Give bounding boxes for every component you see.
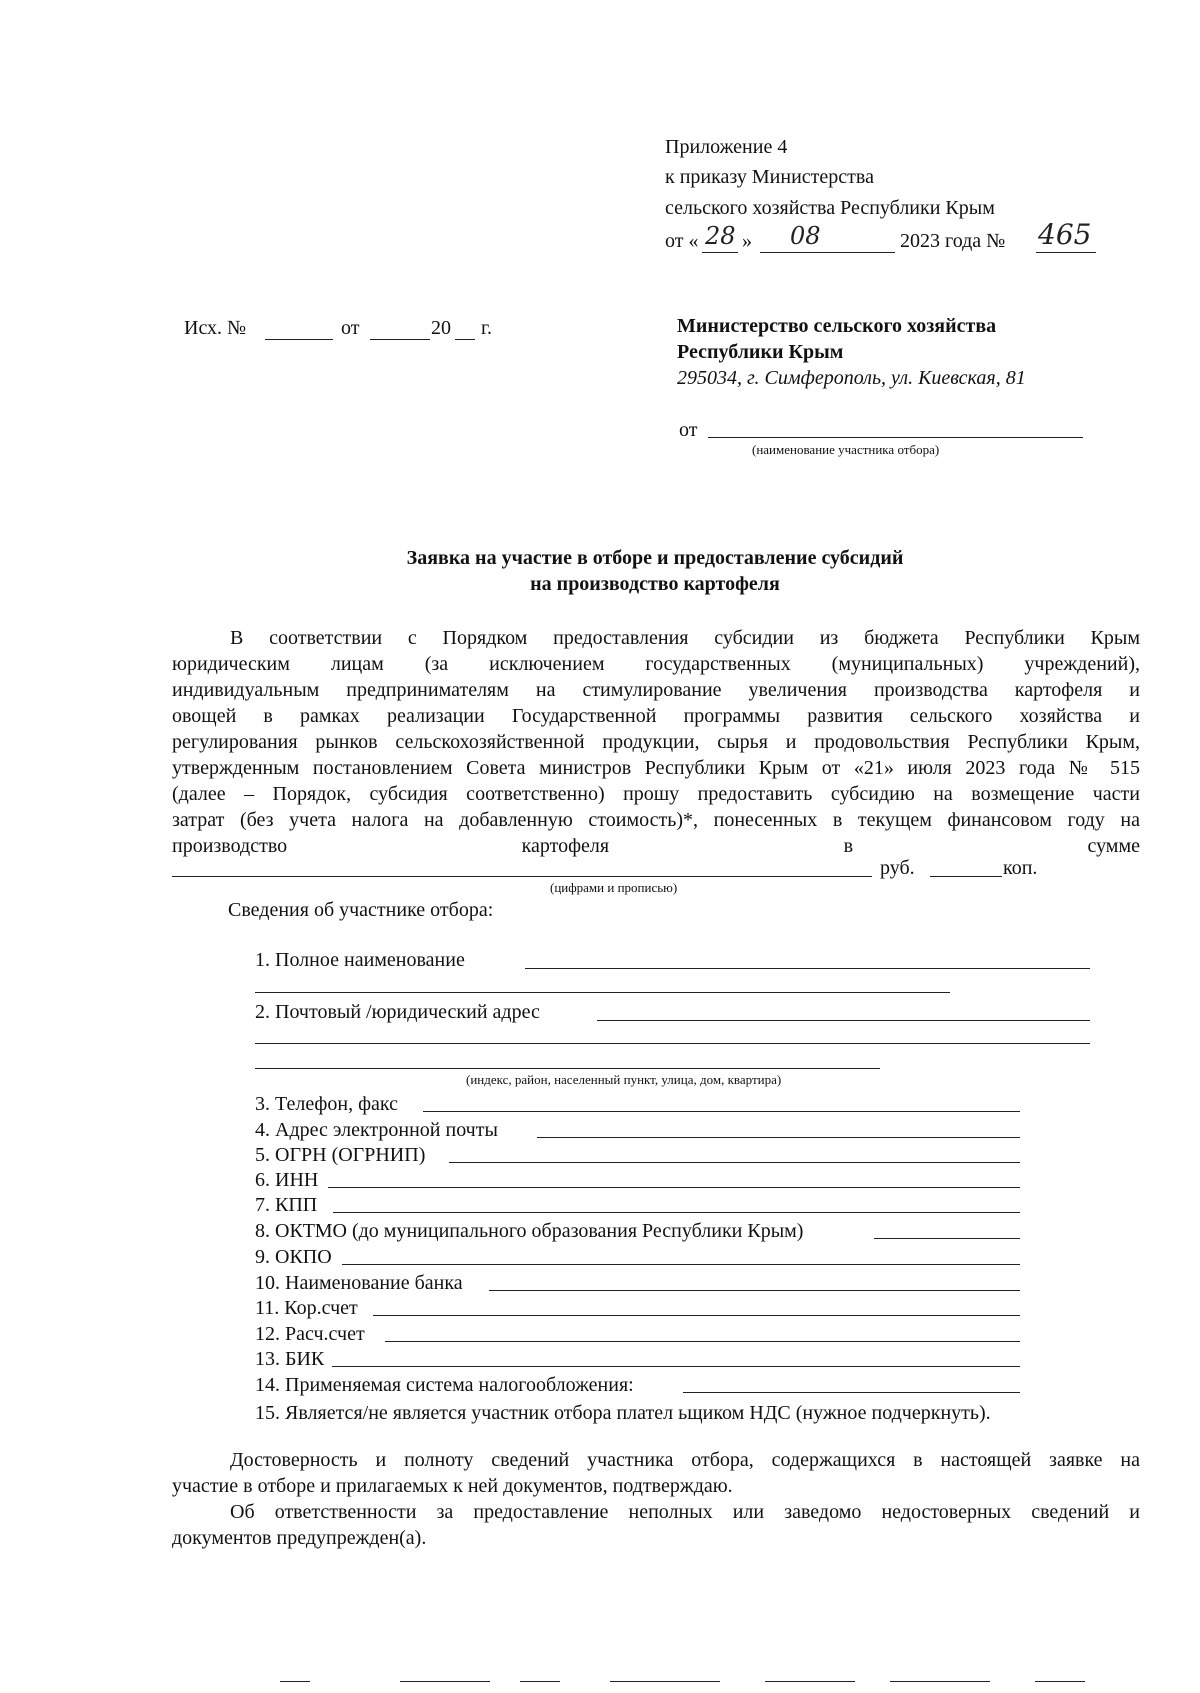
field-inn-label: 6. ИНН (255, 1169, 319, 1191)
field-cor-account-input[interactable] (373, 1315, 1020, 1316)
outgoing-number-field[interactable] (265, 339, 333, 340)
appendix-date-mid: » (742, 230, 752, 252)
field-address-input-cont[interactable] (255, 1043, 1090, 1044)
bottom-dash (610, 1681, 720, 1682)
paragraph-line: индивидуальным предпринимателям на стимулирование увеличения производства картофеля и (172, 679, 1140, 701)
appendix-line-1: Приложение 4 (665, 136, 788, 158)
field-account-input[interactable] (385, 1341, 1020, 1342)
field-bik-label: 13. БИК (255, 1348, 325, 1370)
closing-line: документов предупрежден(а). (172, 1527, 427, 1549)
bottom-dash (890, 1681, 990, 1682)
recipient-from: от (679, 419, 698, 441)
address-hint: (индекс, район, населенный пункт, улица, дом, квартира) (466, 1072, 782, 1087)
field-email-input[interactable] (537, 1137, 1020, 1138)
paragraph-line: производство картофеля в сумме (172, 835, 1140, 857)
field-full-name-input[interactable] (525, 968, 1090, 969)
outgoing-date-field[interactable] (370, 339, 430, 340)
paragraph-line: овощей в рамках реализации Государственной программы развития сельского хозяйства и (172, 705, 1140, 727)
bottom-dash (400, 1681, 490, 1682)
sum-field[interactable] (172, 876, 872, 877)
field-full-name-label: 1. Полное наименование (255, 949, 465, 971)
field-ogrn-label: 5. ОГРН (ОГРНИП) (255, 1144, 426, 1166)
document-title-line-2: на производство картофеля (530, 573, 780, 595)
recipient-line-1: Министерство сельского хозяйства (677, 315, 997, 337)
appendix-order-number: 465 (1038, 218, 1092, 251)
appendix-line-2: к приказу Министерства (665, 166, 874, 188)
paragraph-line: В соответствии с Порядком предоставления субсидии из бюджета Республики Крым (230, 627, 1140, 649)
participant-name-field[interactable] (708, 437, 1083, 438)
field-email-label: 4. Адрес электронной почты (255, 1119, 498, 1141)
outgoing-from: от (341, 317, 360, 339)
order-number-underline (1036, 252, 1096, 253)
rub-label: руб. (880, 857, 915, 879)
field-oktmo-label: 8. ОКТМО (до муниципального образования Республики Крым) (255, 1220, 804, 1242)
field-account-label: 12. Расч.счет (255, 1323, 365, 1345)
date-day-underline (702, 252, 738, 253)
appendix-date-year: 2023 года № (900, 230, 1006, 252)
outgoing-suffix: г. (481, 317, 492, 339)
field-okpo-input[interactable] (342, 1264, 1020, 1265)
bottom-dash (1035, 1681, 1085, 1682)
field-vat-payer-label[interactable]: 15. Является/не является участник отбора плател ьщиком НДС (нужное подчеркнуть). (255, 1402, 991, 1424)
recipient-from-hint: (наименование участника отбора) (752, 442, 940, 457)
field-cor-account-label: 11. Кор.счет (255, 1297, 358, 1319)
field-inn-input[interactable] (328, 1187, 1020, 1188)
closing-line: Об ответственности за предоставление неполных или заведомо недостоверных сведений и (230, 1501, 1140, 1523)
bottom-dash (520, 1681, 560, 1682)
paragraph-line: утвержденным постановлением Совета министров Республики Крым от «21» июля 2023 года № 515 (172, 757, 1140, 779)
field-tax-system-label: 14. Применяемая система налогообложения: (255, 1374, 634, 1396)
field-address-input[interactable] (597, 1020, 1090, 1021)
paragraph-line: юридическим лицам (за исключением государственных (муниципальных) учреждений), (172, 653, 1140, 675)
field-bank-label: 10. Наименование банка (255, 1272, 463, 1294)
participant-info-header: Сведения об участнике отбора: (228, 899, 494, 921)
field-full-name-input-cont[interactable] (255, 992, 950, 993)
recipient-address: 295034, г. Симферополь, ул. Киевская, 81 (677, 367, 1026, 389)
kop-label: коп. (1003, 857, 1038, 879)
date-month-underline (760, 252, 895, 253)
field-phone-label: 3. Телефон, факс (255, 1093, 399, 1115)
field-oktmo-input[interactable] (874, 1238, 1020, 1239)
kop-field[interactable] (930, 876, 1002, 877)
field-address-input-cont[interactable] (255, 1068, 880, 1069)
closing-line: участие в отборе и прилагаемых к ней документов, подтверждаю. (172, 1475, 733, 1497)
paragraph-line: (далее – Порядок, субсидия соответственно) прошу предоставить субсидию на возмещение части (172, 783, 1140, 805)
appendix-line-3: сельского хозяйства Республики Крым (665, 197, 995, 219)
document-title-line-1: Заявка на участие в отборе и предоставление субсидий (406, 547, 904, 569)
closing-line: Достоверность и полноту сведений участника отбора, содержащихся в настоящей заявке на (230, 1449, 1140, 1471)
bottom-dash (280, 1681, 310, 1682)
outgoing-label: Исх. № (184, 317, 247, 339)
field-kpp-label: 7. КПП (255, 1194, 318, 1216)
field-ogrn-input[interactable] (449, 1162, 1020, 1163)
field-address-label: 2. Почтовый /юридический адрес (255, 1001, 540, 1023)
field-phone-input[interactable] (423, 1111, 1020, 1112)
paragraph-line: затрат (без учета налога на добавленную стоимость)*, понесенных в текущем финансовом году на (172, 809, 1140, 831)
bottom-dash (765, 1681, 855, 1682)
field-bank-input[interactable] (489, 1290, 1020, 1291)
sum-hint: (цифрами и прописью) (550, 880, 678, 895)
outgoing-year: 20 (431, 317, 451, 339)
field-bik-input[interactable] (332, 1366, 1020, 1367)
outgoing-year-field[interactable] (455, 339, 475, 340)
appendix-date-month: 08 (790, 222, 821, 250)
field-kpp-input[interactable] (333, 1212, 1020, 1213)
appendix-date-prefix: от « (665, 230, 699, 252)
field-tax-system-input[interactable] (683, 1392, 1020, 1393)
field-okpo-label: 9. ОКПО (255, 1246, 332, 1268)
recipient-line-2: Республики Крым (677, 341, 844, 363)
paragraph-line: регулирования рынков сельскохозяйственной продукции, сырья и продовольствия Республики Крым, (172, 731, 1140, 753)
appendix-date-day: 28 (705, 222, 736, 250)
